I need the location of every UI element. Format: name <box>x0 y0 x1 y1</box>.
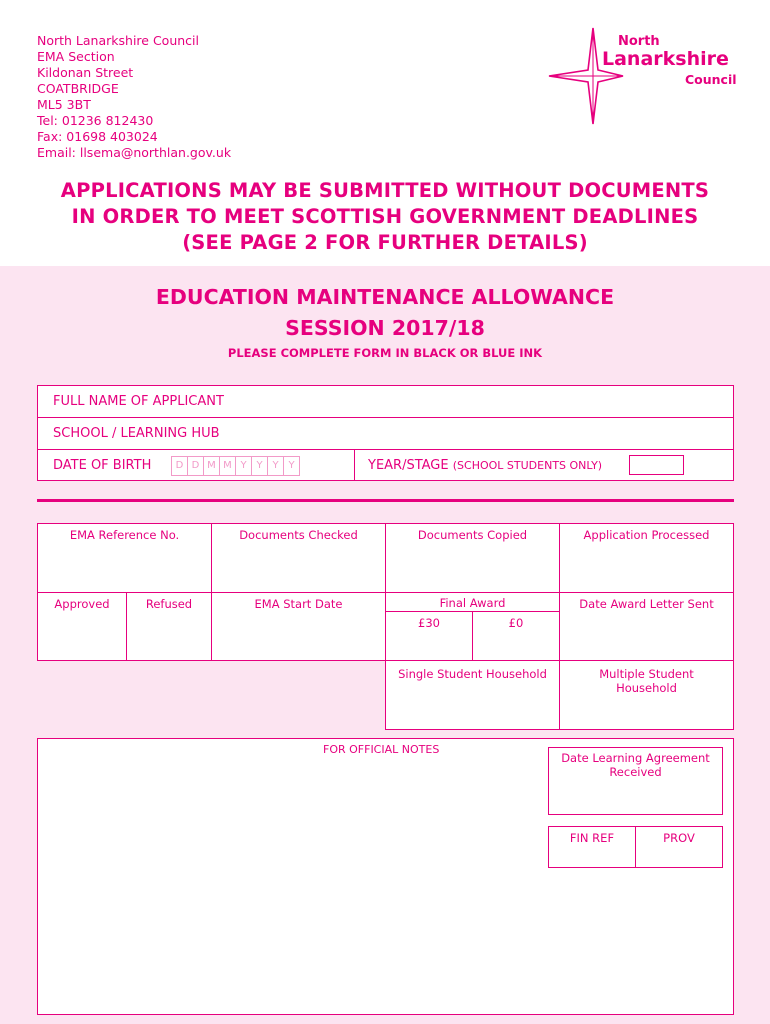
single-household-cell[interactable] <box>385 660 560 730</box>
dob-box-day[interactable]: D <box>171 456 188 476</box>
documents-checked-label: Documents Checked <box>239 528 358 542</box>
year-stage-field[interactable] <box>629 455 684 475</box>
school-label: SCHOOL / LEARNING HUB <box>53 426 220 441</box>
logo-text-lanarkshire: Lanarkshire <box>602 48 729 70</box>
dob-box-year[interactable]: Y <box>251 456 268 476</box>
fin-ref-label: FIN REF <box>569 831 615 845</box>
approved-label: Approved <box>54 597 110 611</box>
section-rule <box>37 499 734 502</box>
learning-agreement-cell[interactable] <box>548 747 723 815</box>
multiple-household-label <box>560 667 733 695</box>
application-processed-label: Application Processed <box>583 528 710 542</box>
ema-reference-cell[interactable] <box>37 523 212 593</box>
council-address <box>37 33 231 161</box>
award-30-label: £30 <box>418 616 440 630</box>
single-household-label: Single Student Household <box>398 667 547 681</box>
prov-label: PROV <box>663 831 695 845</box>
address-line: ML5 3BT <box>37 97 91 112</box>
full-name-field[interactable] <box>238 388 728 415</box>
logo-text-council: Council <box>685 72 737 87</box>
documents-copied-cell[interactable] <box>385 523 560 593</box>
year-stage-text: YEAR/STAGE <box>368 458 449 473</box>
multiple-household-line1: Multiple Student <box>599 667 694 681</box>
phone-line: Tel: 01236 812430 <box>37 113 154 128</box>
dob-box-year[interactable]: Y <box>283 456 300 476</box>
form-title-line: EDUCATION MAINTENANCE ALLOWANCE <box>155 285 615 309</box>
ema-start-date-label: EMA Start Date <box>254 597 343 611</box>
learning-agreement-line2: Received <box>609 765 662 779</box>
form-title-session: SESSION 2017/18 <box>285 316 485 340</box>
divider <box>38 449 733 450</box>
year-stage-label <box>368 458 602 473</box>
deadline-banner <box>0 178 770 256</box>
banner-line: (SEE PAGE 2 FOR FURTHER DETAILS) <box>182 231 588 254</box>
official-notes-label: FOR OFFICIAL NOTES <box>323 743 440 756</box>
divider <box>354 449 355 480</box>
approved-cell[interactable] <box>37 592 127 661</box>
banner-line: IN ORDER TO MEET SCOTTISH GOVERNMENT DEADLINES <box>71 205 699 228</box>
award-0-label: £0 <box>508 616 524 630</box>
address-line: EMA Section <box>37 49 115 64</box>
ink-instruction: PLEASE COMPLETE FORM IN BLACK OR BLUE INK <box>227 346 543 360</box>
documents-copied-label: Documents Copied <box>417 528 528 542</box>
address-line: North Lanarkshire Council <box>37 33 199 48</box>
council-logo <box>545 26 745 126</box>
fax-line: Fax: 01698 403024 <box>37 129 158 144</box>
ema-start-date-cell[interactable] <box>211 592 386 661</box>
dob-box-day[interactable]: D <box>187 456 204 476</box>
form-title <box>0 282 770 344</box>
final-award-label: Final Award <box>439 596 506 610</box>
dob-box-year[interactable]: Y <box>235 456 252 476</box>
address-line: COATBRIDGE <box>37 81 119 96</box>
award-0-cell[interactable] <box>472 611 560 661</box>
address-line: Kildonan Street <box>37 65 134 80</box>
multiple-household-cell[interactable] <box>559 660 734 730</box>
ema-reference-label: EMA Reference No. <box>69 528 180 542</box>
full-name-label: FULL NAME OF APPLICANT <box>53 394 224 409</box>
application-processed-cell[interactable] <box>559 523 734 593</box>
school-field[interactable] <box>238 420 728 447</box>
documents-checked-cell[interactable] <box>211 523 386 593</box>
banner-line: APPLICATIONS MAY BE SUBMITTED WITHOUT DOCUMENTS <box>60 179 710 202</box>
learning-agreement-line1: Date Learning Agreement <box>561 751 710 765</box>
refused-cell[interactable] <box>126 592 212 661</box>
award-30-cell[interactable] <box>385 611 473 661</box>
award-letter-cell[interactable] <box>559 592 734 661</box>
dob-box-month[interactable]: M <box>219 456 236 476</box>
year-stage-note: (SCHOOL STUDENTS ONLY) <box>452 459 603 472</box>
email-line: Email: llsema@northlan.gov.uk <box>37 145 232 160</box>
final-award-header <box>385 592 560 612</box>
logo-text-north: North <box>618 34 660 49</box>
award-letter-label: Date Award Letter Sent <box>579 597 714 611</box>
multiple-household-line2: Household <box>616 681 677 695</box>
divider <box>38 417 733 418</box>
refused-label: Refused <box>145 597 193 611</box>
prov-cell[interactable] <box>635 826 723 868</box>
dob-field[interactable] <box>171 456 299 476</box>
dob-box-year[interactable]: Y <box>267 456 284 476</box>
learning-agreement-label <box>549 751 722 779</box>
dob-box-month[interactable]: M <box>203 456 220 476</box>
fin-ref-cell[interactable] <box>548 826 636 868</box>
star-logo-icon <box>545 26 625 126</box>
dob-label: DATE OF BIRTH <box>53 458 152 473</box>
applicant-details <box>37 385 734 481</box>
